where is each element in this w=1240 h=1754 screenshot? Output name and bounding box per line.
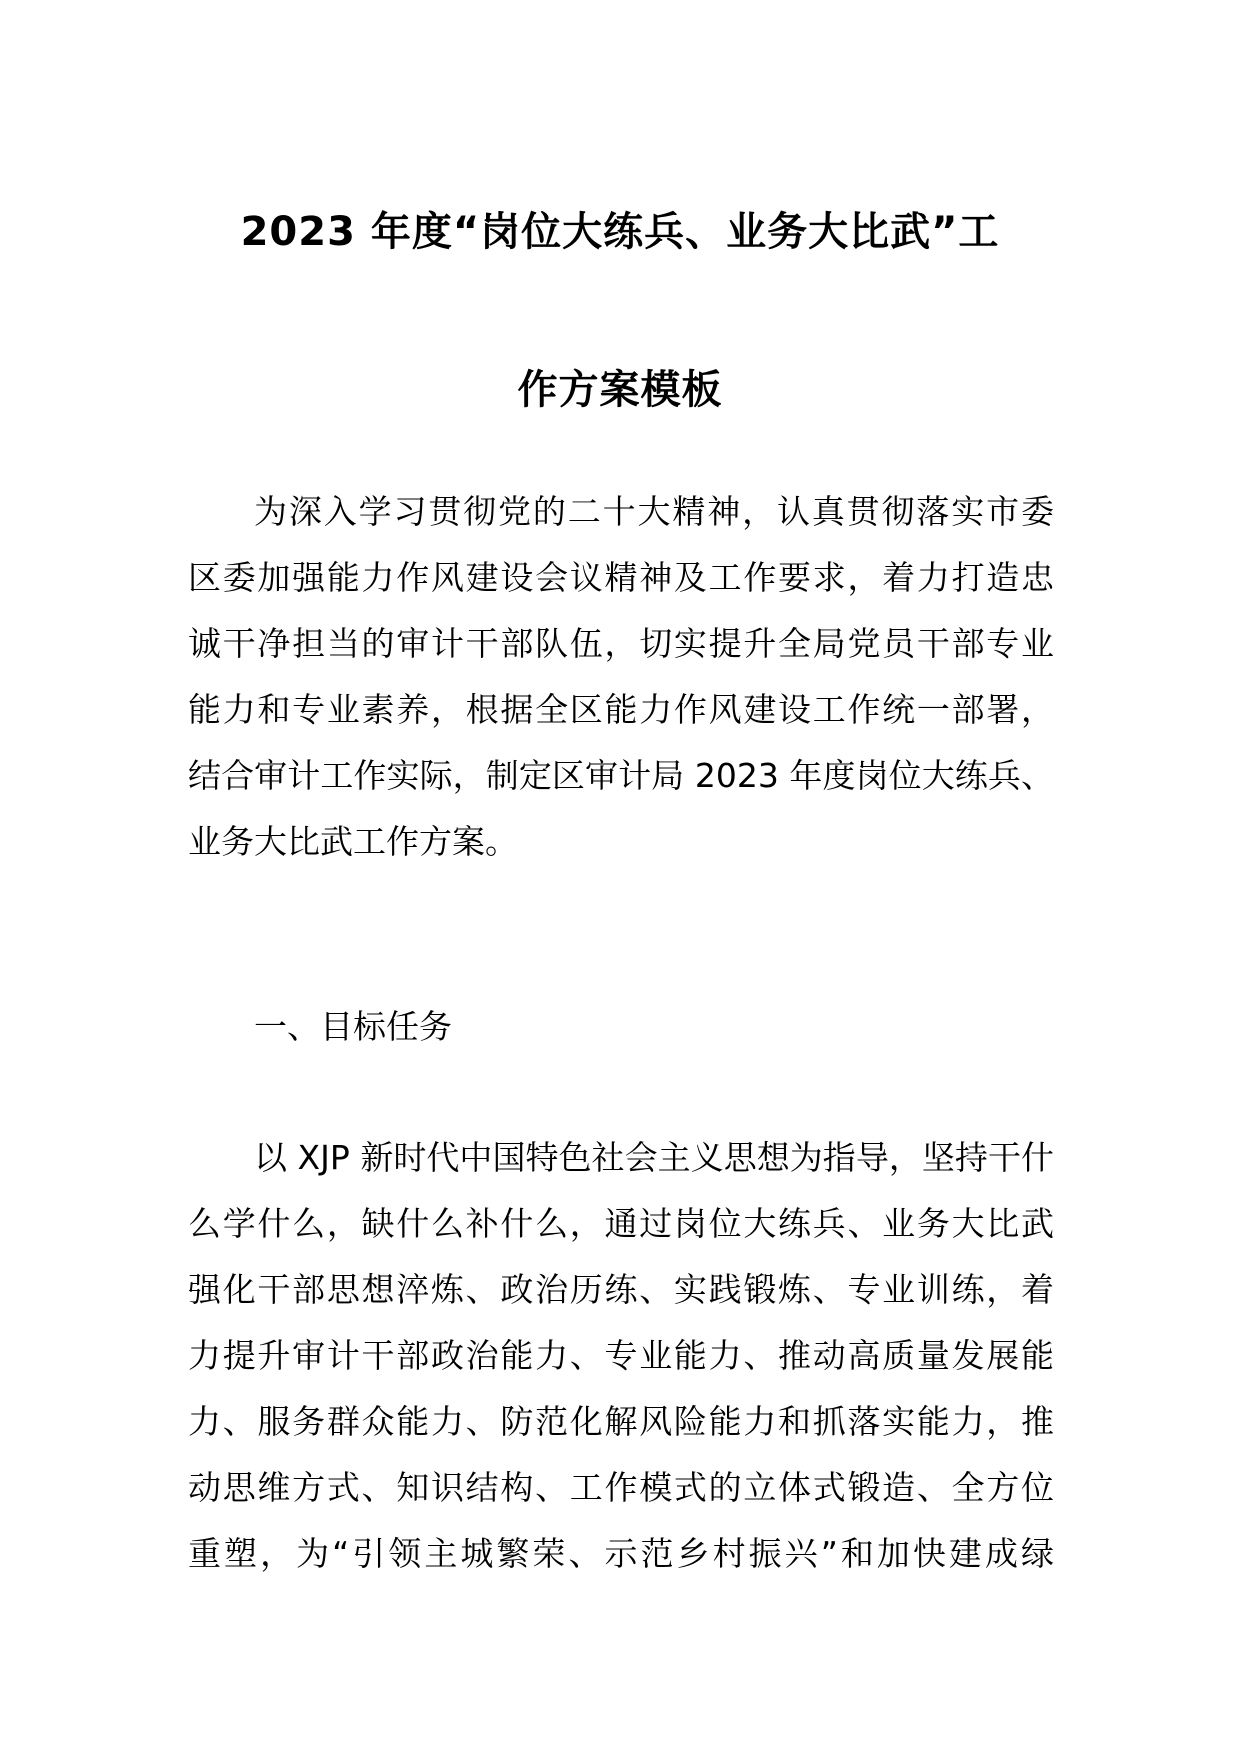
paragraph-1-line-6: 业务大比武工作方案。 — [188, 822, 518, 861]
document-title-line-1: 2023 年度“岗位大练兵、业务大比武”工 — [240, 209, 1000, 255]
paragraph-2-line-6: 动思维方式、知识结构、工作模式的立体式锻造、全方位 — [188, 1468, 1054, 1507]
paragraph-2-line-3: 强化干部思想淬炼、政治历练、实践锻炼、专业训练，着 — [188, 1270, 1054, 1309]
paragraph-2-line-5: 力、服务群众能力、防范化解风险能力和抓落实能力，推 — [188, 1402, 1054, 1441]
paragraph-1-line-2: 区委加强能力作风建设会议精神及工作要求，着力打造忠 — [188, 558, 1054, 597]
paragraph-1-line-1: 为深入学习贯彻党的二十大精神，认真贯彻落实市委 — [254, 492, 1054, 531]
document-title-line-2: 作方案模板 — [517, 367, 723, 413]
paragraph-2-line-4: 力提升审计干部政治能力、专业能力、推动高质量发展能 — [188, 1336, 1054, 1375]
paragraph-2-line-1: 以 XJP 新时代中国特色社会主义思想为指导，坚持干什 — [254, 1138, 1054, 1177]
paragraph-2-line-7: 重塑，为“引领主城繁荣、示范乡村振兴”和加快建成绿 — [188, 1534, 1054, 1573]
paragraph-1-line-3: 诚干净担当的审计干部队伍，切实提升全局党员干部专业 — [188, 624, 1054, 663]
paragraph-2-line-2: 么学什么，缺什么补什么，通过岗位大练兵、业务大比武 — [188, 1204, 1054, 1243]
section-1-heading: 一、目标任务 — [254, 1007, 452, 1046]
paragraph-1-line-5: 结合审计工作实际，制定区审计局 2023 年度岗位大练兵、 — [188, 756, 1054, 795]
paragraph-1-line-4: 能力和专业素养，根据全区能力作风建设工作统一部署， — [188, 690, 1054, 729]
